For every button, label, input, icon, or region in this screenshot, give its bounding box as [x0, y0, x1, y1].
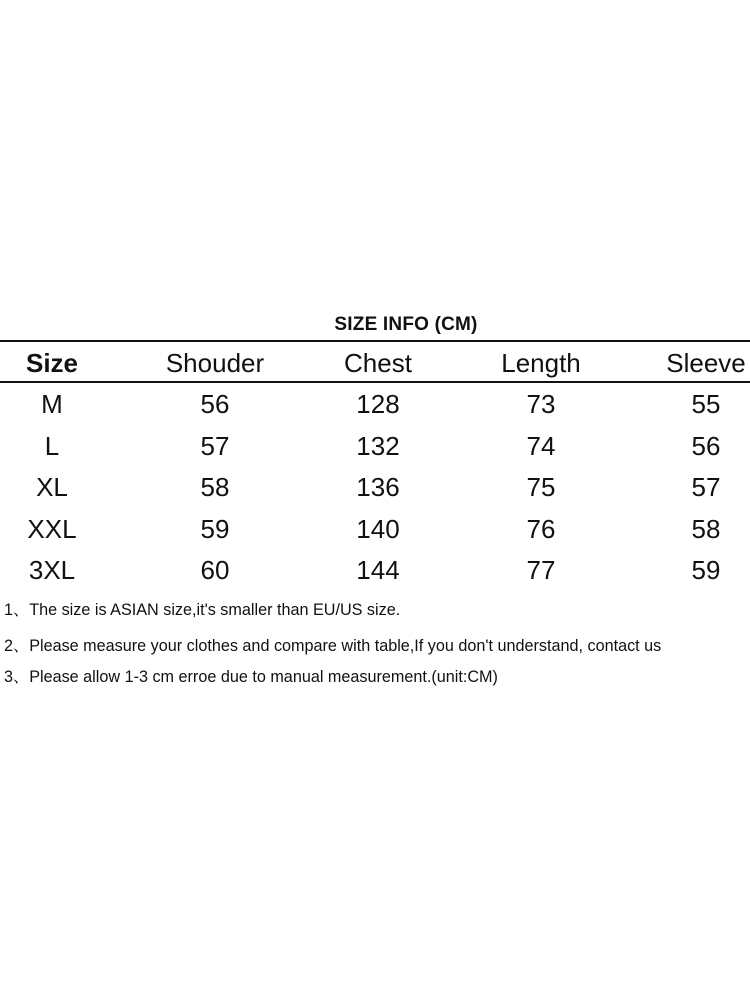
table-header-rule [0, 381, 750, 383]
chest-cell: 128 [356, 389, 400, 419]
size-cell: M [41, 389, 63, 419]
note-measurement-error: 3、Please allow 1-3 cm erroe due to manual measurement.(unit:CM) [4, 668, 498, 686]
shouder-cell: 58 [200, 472, 230, 502]
table-row [0, 426, 750, 466]
table-row [0, 467, 750, 507]
table-header [0, 343, 750, 383]
chest-cell: 140 [356, 514, 400, 544]
shouder-cell: 57 [200, 431, 230, 461]
table-row [0, 550, 750, 590]
size-cell: 3XL [28, 555, 76, 585]
size-cell: XL [36, 472, 68, 502]
sleeve-cell: 55 [691, 389, 721, 419]
note-measure-compare: 2、Please measure your clothes and compare with table,If you don't understand, contact us [4, 637, 662, 655]
header-sleeve: Sleeve [666, 348, 746, 378]
sleeve-cell: 56 [691, 431, 721, 461]
header-length: Length [501, 348, 581, 378]
sleeve-cell: 59 [691, 555, 721, 585]
length-cell: 76 [526, 514, 556, 544]
table-row [0, 509, 750, 549]
shouder-cell: 59 [200, 514, 230, 544]
note-asian-size: 1、The size is ASIAN size,it's smaller than EU/US size. [4, 601, 401, 619]
chest-cell: 132 [356, 431, 400, 461]
table-top-rule [0, 340, 750, 342]
sleeve-cell: 57 [691, 472, 721, 502]
shouder-cell: 60 [200, 555, 230, 585]
header-chest: Chest [344, 348, 412, 378]
header-size: Size [25, 348, 79, 378]
chest-cell: 144 [356, 555, 400, 585]
size-chart-title: SIZE INFO (CM) [334, 314, 478, 335]
header-shouder: Shouder [165, 348, 265, 378]
length-cell: 74 [526, 431, 556, 461]
length-cell: 77 [526, 555, 556, 585]
sleeve-cell: 58 [691, 514, 721, 544]
length-cell: 73 [526, 389, 556, 419]
size-cell: L [44, 431, 60, 461]
length-cell: 75 [526, 472, 556, 502]
size-cell: XXL [27, 514, 77, 544]
table-row [0, 384, 750, 424]
chest-cell: 136 [356, 472, 400, 502]
shouder-cell: 56 [200, 389, 230, 419]
